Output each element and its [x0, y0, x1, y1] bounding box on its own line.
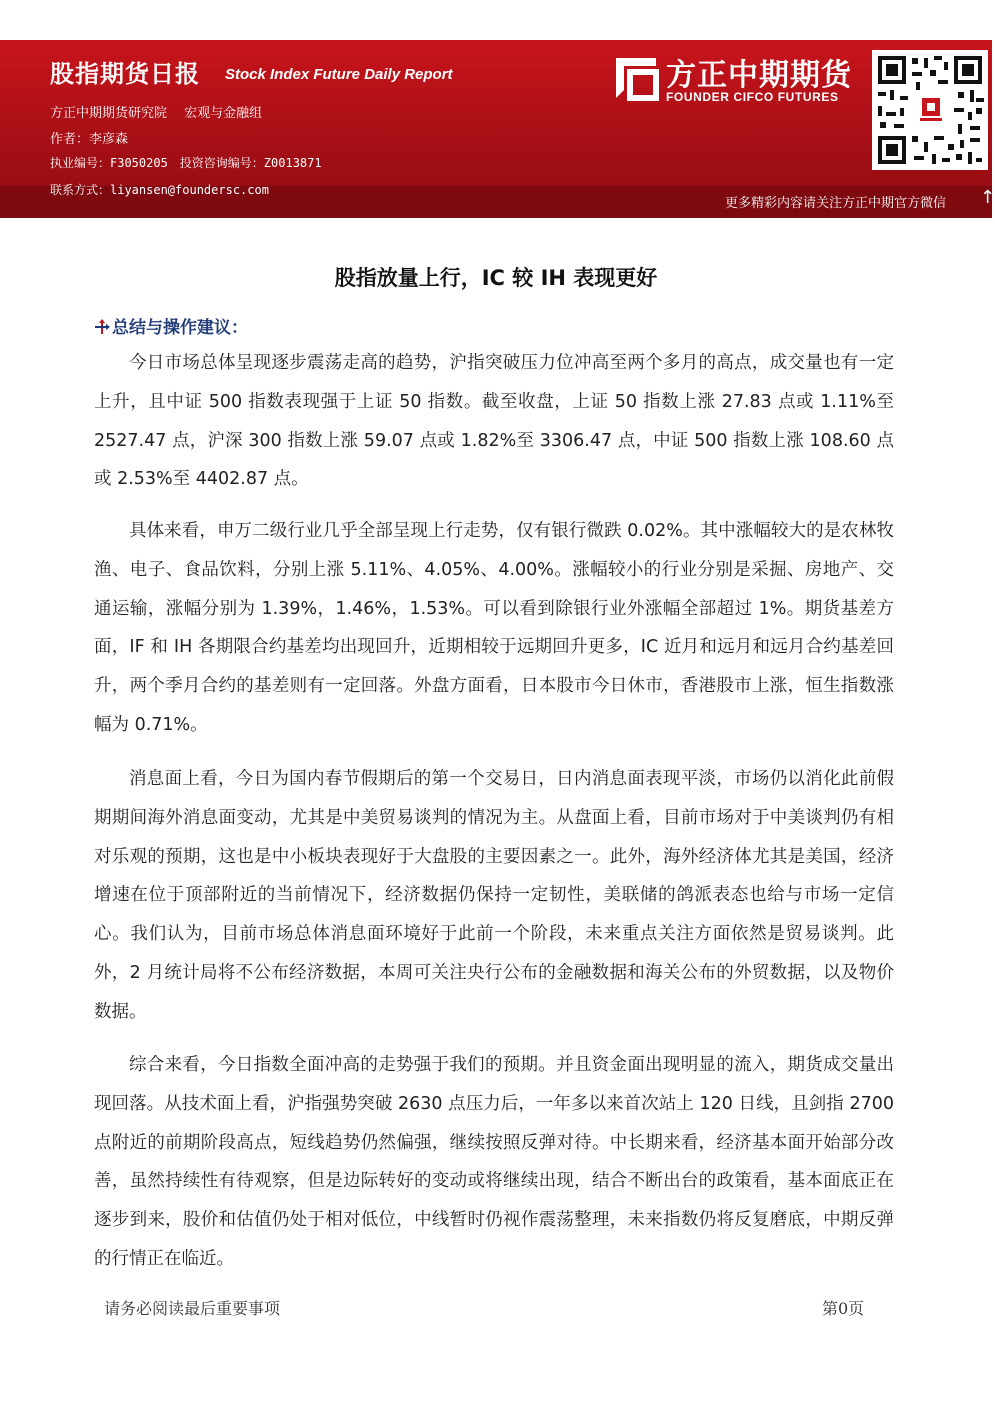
arrow-bullet-icon: [94, 319, 110, 335]
page-number: 第0页: [822, 1299, 865, 1318]
section-heading-label: 总结与操作建议：: [112, 318, 248, 338]
report-title-cn: 股指期货日报: [50, 60, 200, 88]
institute-info: 方正中期期货研究院 宏观与金融组: [50, 106, 263, 121]
founder-logo-icon: [612, 54, 660, 102]
paragraph: 今日市场总体呈现逐步震荡走高的趋势，沪指突破压力位冲高至两个多月的高点，成交量也有一定上升，且中证 500 指数表现强于上证 50 指数。截至收盘，上证 50 指数上涨 27.83 点或 1.11%至 2527.47 点，沪深 300 指数上涨 59.07 点或 1.82%至 3306.47 点，中证 500 指数上涨 108.60 点或 2.53%至 4402.87 点。: [94, 353, 894, 490]
follow-wechat-text: 更多精彩内容请关注方正中期官方微信: [725, 196, 947, 211]
paragraph: 消息面上看，今日为国内春节假期后的第一个交易日，日内消息面表现平淡，市场仍以消化此前假期期间海外消息面变动，尤其是中美贸易谈判的情况为主。从盘面上看，目前市场对于中美谈判仍有相对乐观的预期，这也是中小板块表现好于大盘股的主要因素之一。此外，海外经济体尤其是美国，经济增速在位于顶部附近的当前情况下，经济数据仍保持一定韧性，美联储的鸽派表态也给与市场一定信心。我们认为，目前市场总体消息面环境好于此前一个阶段，未来重点关注方面依然是贸易谈判。此外，2 月统计局将不公布经济数据，本周可关注央行公布的金融数据和海关公布的外贸数据，以及物价数据。: [94, 769, 894, 1022]
company-logo-text: 方正中期期货: [666, 58, 852, 93]
document-title: 股指放量上行，IC 较 IH 表现更好: [334, 266, 658, 290]
report-title-en: Stock Index Future Daily Report: [225, 66, 453, 83]
company-logo-en: FOUNDER CIFCO FUTURES: [666, 90, 839, 104]
contact-info: 联系方式：liyansen@foundersc.com: [50, 183, 269, 197]
qr-code-icon: [872, 50, 988, 170]
footer-notice: 请务必阅读最后重要事项: [104, 1299, 281, 1318]
license-info: 执业编号：F3050205 投资咨询编号：Z0013871: [50, 156, 322, 170]
arrow-up-icon: ↑: [980, 187, 995, 208]
paragraph: 综合来看，今日指数全面冲高的走势强于我们的预期。并且资金面出现明显的流入，期货成交量出现回落。从技术面上看，沪指强势突破 2630 点压力后，一年多以来首次站上 120 日线，且剑指 2700 点附近的前期阶段高点，短线趋势仍然偏强，继续按照反弹对待。中长期来看，经济基本面开始部分改善，虽然持续性有待观察，但是边际转好的变动或将继续出现，结合不断出台的政策看，基本面底正在逐步到来，股价和估值仍处于相对低位，中线暂时仍视作震荡整理，未来指数仍将反复磨底，中期反弹的行情正在临近。: [94, 1055, 894, 1269]
author-info: 作者：李彦森: [50, 132, 129, 147]
paragraph: 具体来看，申万二级行业几乎全部呈现上行走势，仅有银行微跌 0.02%。其中涨幅较大的是农林牧渔、电子、食品饮料，分别上涨 5.11%、4.05%、4.00%。涨幅较小的行业分别是采掘、房地产、交通运输，涨幅分别为 1.39%，1.46%，1.53%。可以看到除银行业外涨幅全部超过 1%。期货基差方面，IF 和 IH 各期限合约基差均出现回升，近期相较于远期回升更多，IC 近月和远月和远月合约基差回升，两个季月合约的基差则有一定回落。外盘方面看，日本股市今日休市，香港股市上涨，恒生指数涨幅为 0.71%。: [94, 521, 894, 735]
section-heading: [94, 313, 248, 338]
